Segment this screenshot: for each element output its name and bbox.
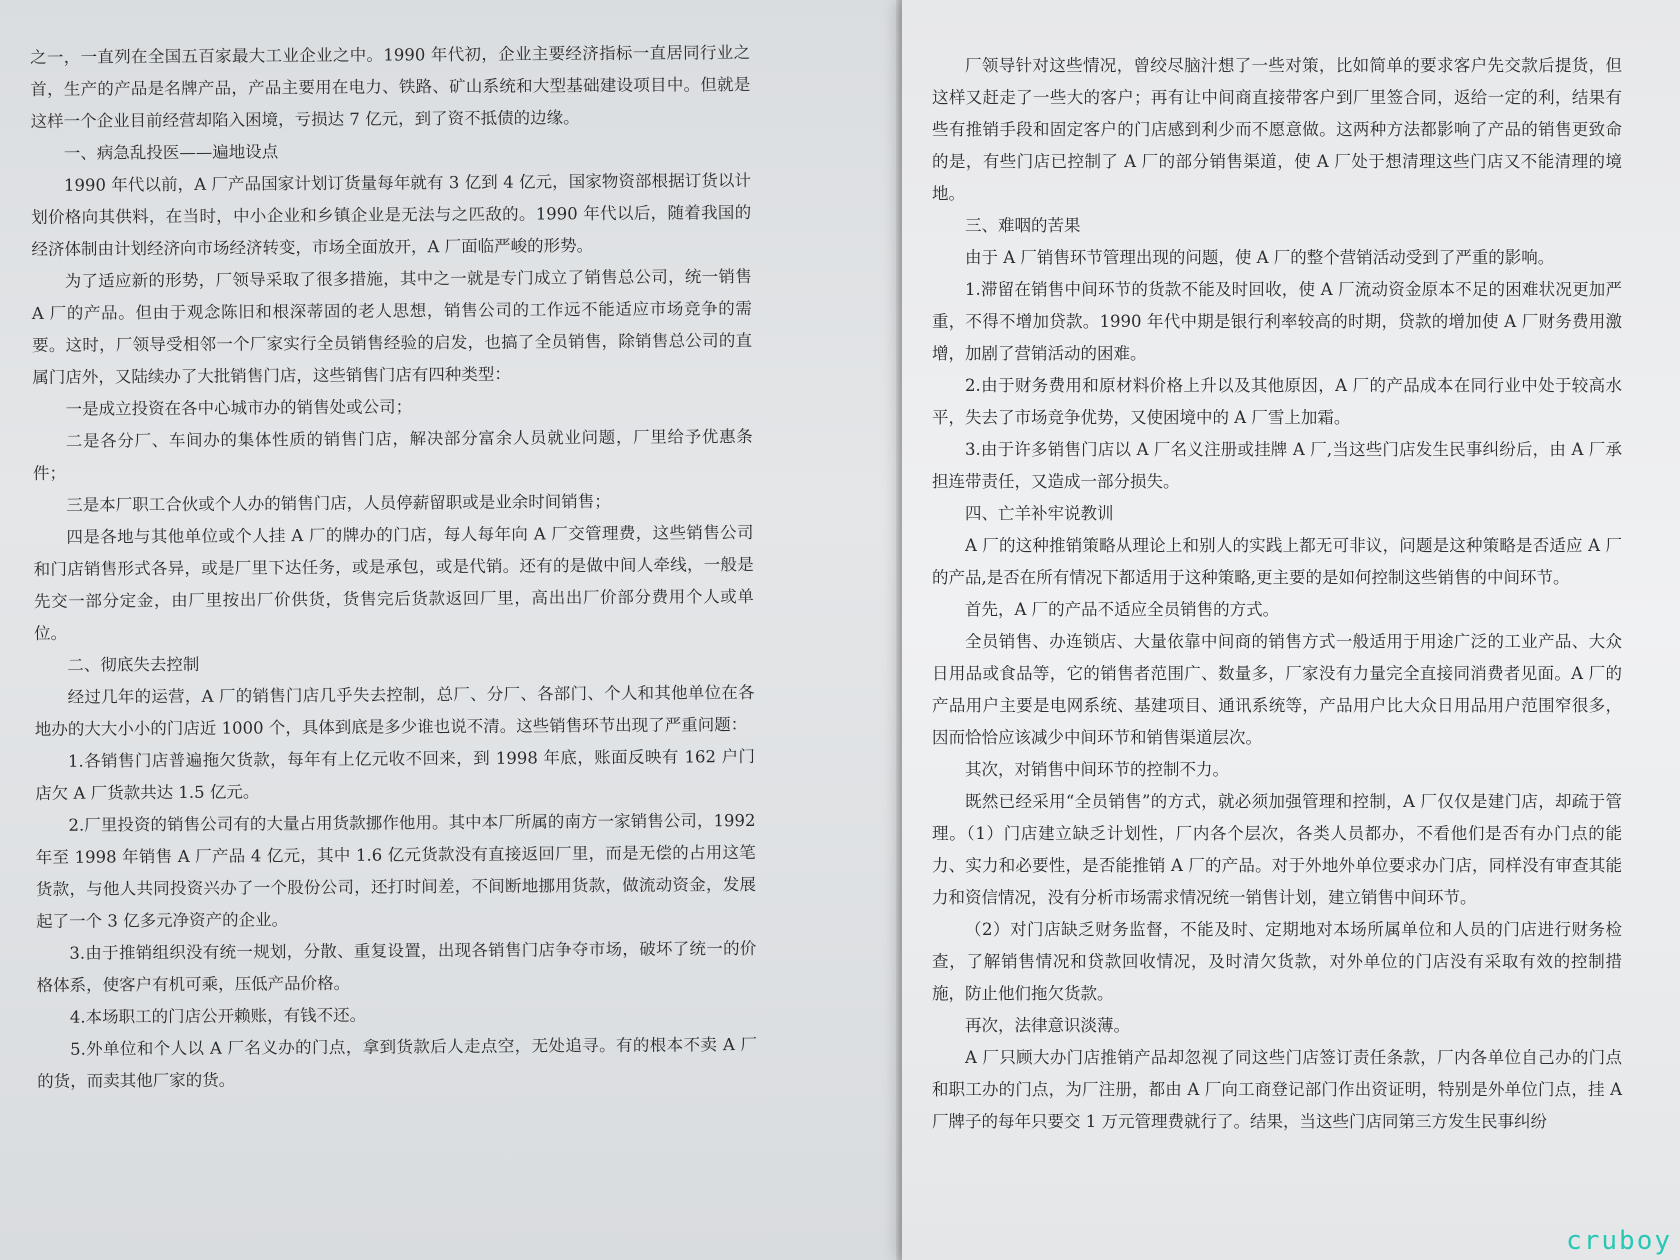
paragraph: 再次，法律意识淡薄。 [965,1016,1130,1035]
paragraph: 其次，对销售中间环节的控制不力。 [965,760,1229,779]
paragraph: 三是本厂职工合伙或个人办的销售门店，人员停薪留职或是业余时间销售； [66,491,611,515]
list-item: 1.滞留在销售中间环节的货款不能及时回收，使 A 厂流动资金原本不足的困难状况更加严重，不得不增加贷款。1990 年代中期是银行利率较高的时期，贷款的增加使 A 厂财务费用激增，加剧了营销活动的困难。 [932,280,1622,363]
paragraph: 全员销售、办连锁店、大量依靠中间商的销售方式一般适用于用途广泛的工业产品、大众日用品或食品等，它的销售者范围广、数量多，厂家没有力量完全直接同消费者见面。A 厂的产品用户主要是电网系统、基建项目、通讯系统等，产品用户比大众日用品用户范围窄很多，因而恰恰应该减少中间环节和销售渠道层次。 [932,632,1622,747]
left-page-text [30,37,757,1098]
paragraph: 经过几年的运营，A 厂的销售门店几乎失去控制，总厂、分厂、各部门、个人和其他单位在各地办的大大小小的门店近 1000 个，具体到底是多少谁也说不清。这些销售环节出现了严重问题： [34,682,755,739]
list-item: 5.外单位和个人以 A 厂名义办的门点，拿到货款后人走点空，无处追寻。有的根本不卖 A 厂的货，而卖其他厂家的货。 [37,1034,758,1091]
list-item: 2.厂里投资的销售公司有的大量占用货款挪作他用。其中本厂所属的南方一家销售公司，1992 年至 1998 年销售 A 厂产品 4 亿元，其中 1.6 亿元货款没有直接返回厂里，而是无偿的占用这笔货款，与他人共同投资兴办了一个股份公司，还打时间差，不间断地挪用货款，做流动资金，发展起了一个 3 亿多元净资产的企业。 [35,810,756,931]
watermark-text: cruboy [1566,1226,1672,1256]
paragraph: 首先，A 厂的产品不适应全员销售的方式。 [965,600,1280,619]
paragraph: 二是各分厂、车间办的集体性质的销售门店，解决部分富余人员就业问题，厂里给予优惠条件； [32,426,753,483]
paragraph: （2）对门店缺乏财务监督，不能及时、定期地对本场所属单位和人员的门店进行财务检查，了解销售情况和贷款回收情况，及时清欠货款，对外单位的门店没有采取有效的控制措施，防止他们拖欠货款。 [932,920,1622,1003]
paragraph: 厂领导针对这些情况，曾绞尽脑汁想了一些对策，比如简单的要求客户先交款后提货，但这样又赶走了一些大的客户；再有让中间商直接带客户到厂里签合同，返给一定的利，结果有些有推销手段和固定客户的门店感到利少而不愿意做。这两种方法都影响了产品的销售更致命的是，有些门店已控制了 A 厂的部分销售渠道，使 A 厂处于想清理这些门店又不能清理的境地。 [932,56,1622,203]
section-heading: 一、病急乱投医——遍地设点 [63,142,279,163]
section-heading: 三、难咽的苦果 [965,216,1081,235]
right-page [902,0,1680,1260]
paragraph: A 厂只顾大办门店推销产品却忽视了同这些门店签订责任条款，厂内各单位自己办的门点和职工办的门点，为厂注册，都由 A 厂向工商登记部门作出资证明，特别是外单位门点，挂 A 厂牌子的每年只要交 1 万元管理费就行了。结果，当这些门店同第三方发生民事纠纷 [932,1048,1622,1131]
section-heading: 二、彻底失去控制 [67,654,200,675]
paragraph: 之一，一直列在全国五百家最大工业企业之中。1990 年代初，企业主要经济指标一直居同行业之首，生产的产品是名牌产品，产品主要用在电力、铁路、矿山系统和大型基础建设项目中。但就是这样一个企业目前经营却陷入困境，亏损达 7 亿元，到了资不抵债的边缘。 [30,42,751,131]
paragraph: 一是成立投资在各中心城市办的销售处或公司； [65,397,413,419]
right-page-text [932,50,1622,1138]
paragraph: 既然已经采用“全员销售”的方式，就必须加强管理和控制，A 厂仅仅是建门店，却疏于管理。（1）门店建立缺乏计划性，厂内各个层次，各类人员都办，不看他们是否有办门点的能力、实力和必要性，是否能推销 A 厂的产品。对于外地外单位要求办门店，同样没有审查其能力和资信情况，没有分析市场需求情况统一销售计划，建立销售中间环节。 [932,792,1622,907]
list-item: 1.各销售门店普遍拖欠货款，每年有上亿元收不回来，到 1998 年底，账面反映有 162 户门店欠 A 厂货款共达 1.5 亿元。 [35,746,756,803]
paragraph: 1990 年代以前，A 厂产品国家计划订货量每年就有 3 亿到 4 亿元，国家物资部根据订货以计划价格向其供料，在当时，中小企业和乡镇企业是无法与之匹敌的。1990 年代以后，随着我国的经济体制由计划经济向市场经济转变，市场全面放开，A 厂面临严峻的形势。 [31,170,752,259]
paragraph: A 厂的这种推销策略从理论上和别人的实践上都无可非议，问题是这种策略是否适应 A 厂的产品,是否在所有情况下都适用于这种策略,更主要的是如何控制这些销售的中间环节。 [932,536,1622,587]
list-item: 3.由于推销组织没有统一规划，分散、重复设置，出现各销售门店争夺市场，破坏了统一的价格体系，使客户有机可乘，压低产品价格。 [36,938,757,995]
section-heading: 四、亡羊补牢说教训 [965,504,1114,523]
list-item: 2.由于财务费用和原材料价格上升以及其他原因，A 厂的产品成本在同行业中处于较高水平，失去了市场竞争优势，又使困境中的 A 厂雪上加霜。 [932,376,1622,427]
paragraph: 由于 A 厂销售环节管理出现的问题，使 A 厂的整个营销活动受到了严重的影响。 [965,248,1555,267]
paragraph: 为了适应新的形势，厂领导采取了很多措施，其中之一就是专门成立了销售总公司，统一销售 A 厂的产品。但由于观念陈旧和根深蒂固的老人思想，销售公司的工作远不能适应市场竞争的需要。这时，厂领导受相邻一个厂家实行全员销售经验的启发，也搞了全员销售，除销售总公司的直属门店外，又陆续办了大批销售门店，这些销售门店有四种类型： [31,266,753,387]
list-item: 4.本场职工的门店公开赖账，有钱不还。 [69,1005,367,1027]
paragraph: 四是各地与其他单位或个人挂 A 厂的牌办的门店，每人每年向 A 厂交管理费，这些销售公司和门店销售形式各异，或是厂里下达任务，或是承包，或是代销。还有的是做中间人牵线，一般是先交一部分定金，由厂里按出厂价供货，货售完后货款返回厂里，高出出厂价部分费用个人或单位。 [33,522,754,643]
list-item: 3.由于许多销售门店以 A 厂名义注册或挂牌 A 厂,当这些门店发生民事纠纷后，由 A 厂承担连带责任，又造成一部分损失。 [932,440,1622,491]
